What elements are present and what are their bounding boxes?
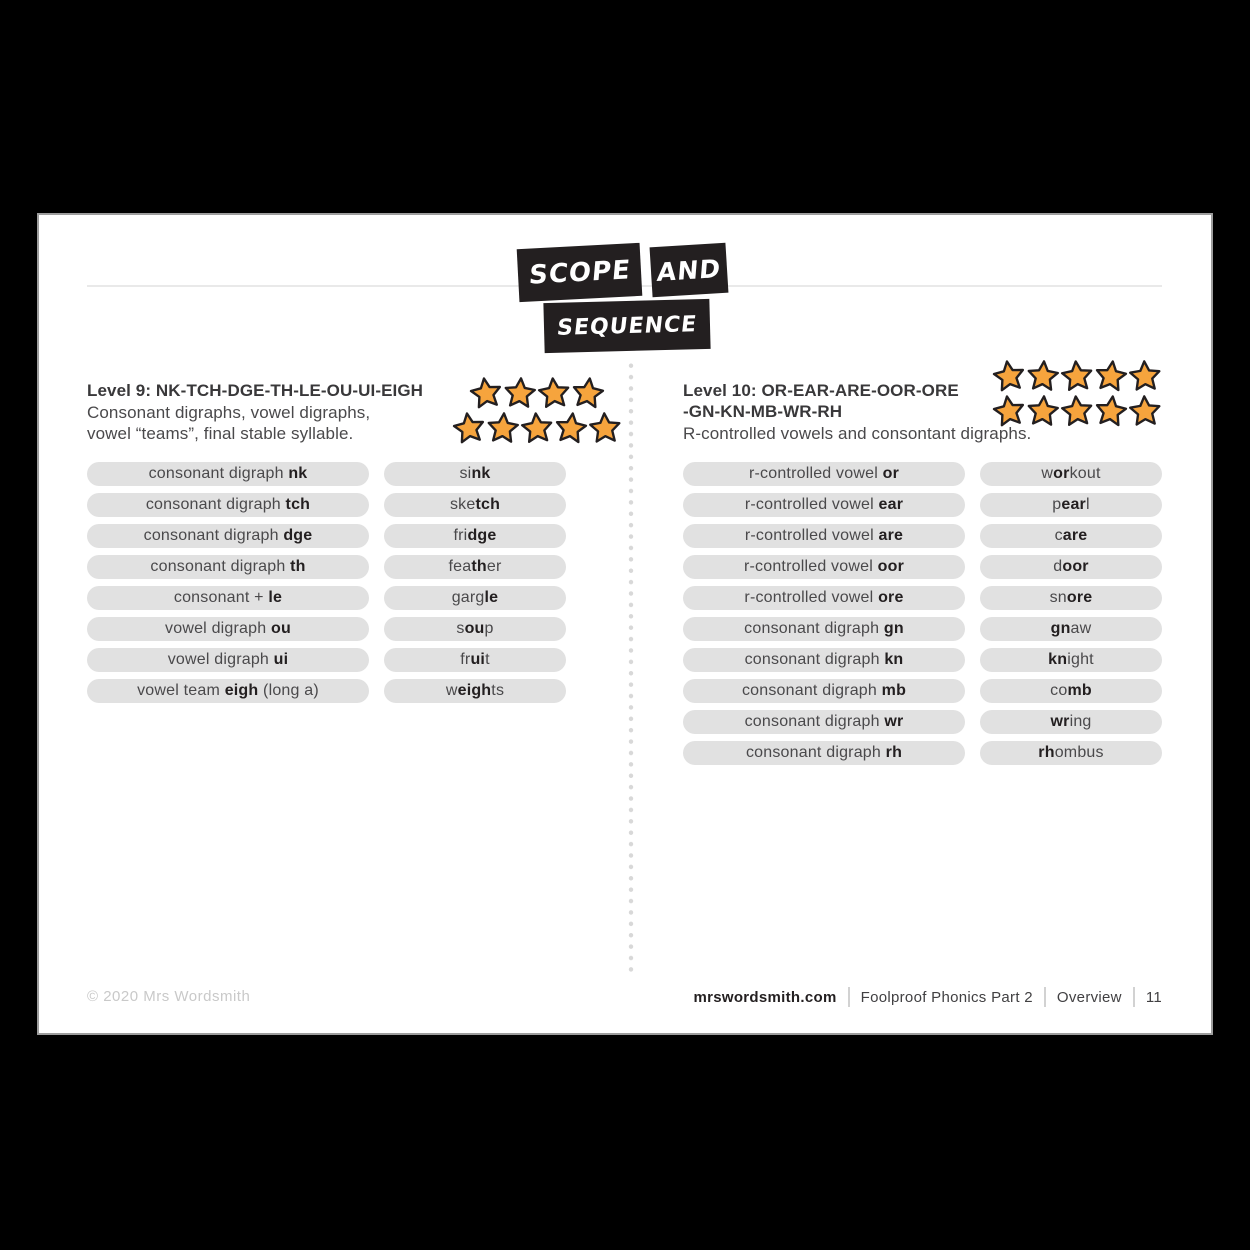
- star-icon: [485, 410, 521, 446]
- star-row: [451, 411, 623, 445]
- pill-row: [683, 586, 1165, 610]
- word-pill: rh ombus: [980, 741, 1162, 765]
- rule-pill: consonant digraph tch: [87, 493, 369, 517]
- word-pill: w eigh ts: [384, 679, 566, 703]
- dotted-divider: [628, 360, 634, 974]
- star-icon: [569, 374, 607, 412]
- sequence-badge-label: SEQUENCE: [555, 311, 699, 341]
- pill-row: [87, 524, 597, 548]
- rule-pill: consonant digraph gn: [683, 617, 965, 641]
- level-title: Level 9: NK-TCH-DGE-TH-LE-OU-UI-EIGH: [87, 381, 424, 400]
- word-pill: co mb: [980, 679, 1162, 703]
- word-pill: p ear l: [980, 493, 1162, 517]
- star-icon: [587, 410, 623, 446]
- star-row: [991, 359, 1163, 393]
- word-pill: garg le: [384, 586, 566, 610]
- word-pill: s ou p: [384, 617, 566, 641]
- copyright-text: © 2020 Mrs Wordsmith: [87, 988, 251, 1005]
- pill-row: [683, 555, 1165, 579]
- pill-row: [87, 493, 597, 517]
- word-pill: c are: [980, 524, 1162, 548]
- footer-separator: [1133, 987, 1135, 1007]
- star-icon: [1092, 392, 1130, 430]
- pill-row: [683, 648, 1165, 672]
- footer-section: Overview: [1056, 988, 1122, 1006]
- pill-row: [87, 555, 597, 579]
- pill-row: [87, 586, 597, 610]
- pill-row: [683, 493, 1165, 517]
- rule-pill: r-controlled vowel ore: [683, 586, 965, 610]
- word-pill: si nk: [384, 462, 566, 486]
- word-pill: fri dge: [384, 524, 566, 548]
- rule-pill: consonant digraph rh: [683, 741, 965, 765]
- pill-grid: [87, 462, 597, 703]
- pill-row: [683, 679, 1165, 703]
- footer-book-title: Foolproof Phonics Part 2: [860, 988, 1033, 1006]
- scope-badge-label: SCOPE: [527, 254, 632, 291]
- rule-pill: r-controlled vowel or: [683, 462, 965, 486]
- level-description: Consonant digraphs, vowel digraphs, vowel “teams”, final stable syllable.: [87, 403, 371, 443]
- level-stars: [991, 359, 1163, 429]
- and-badge: [650, 243, 729, 298]
- scope-badge: [517, 243, 643, 302]
- star-icon: [1059, 393, 1096, 430]
- footer-page-number: 11: [1145, 988, 1162, 1006]
- pill-row: [683, 524, 1165, 548]
- rule-pill: consonant digraph th: [87, 555, 369, 579]
- star-row: [991, 394, 1163, 428]
- rule-pill: vowel team eigh (long a): [87, 679, 369, 703]
- star-icon: [1127, 358, 1163, 394]
- level-title: Level 10: OR-EAR-ARE-OOR-ORE -GN-KN-MB-WR-RH: [683, 381, 959, 421]
- level-stars: [451, 376, 623, 446]
- footer-separator: [848, 987, 850, 1007]
- word-pill: fea th er: [384, 555, 566, 579]
- star-icon: [1025, 358, 1061, 394]
- star-icon: [1092, 357, 1130, 395]
- pill-row: [87, 617, 597, 641]
- word-pill: fr ui t: [384, 648, 566, 672]
- sequence-badge: [543, 299, 710, 353]
- word-pill: d oor: [980, 555, 1162, 579]
- star-icon: [1127, 393, 1163, 429]
- star-icon: [990, 392, 1028, 430]
- star-icon: [536, 375, 573, 412]
- word-pill: sn ore: [980, 586, 1162, 610]
- word-pill: ske tch: [384, 493, 566, 517]
- pill-row: [87, 648, 597, 672]
- footer-website: mrswordsmith.com: [693, 988, 837, 1006]
- star-icon: [467, 374, 505, 412]
- rule-pill: r-controlled vowel are: [683, 524, 965, 548]
- pill-row: [87, 679, 597, 703]
- star-icon: [519, 410, 556, 447]
- rule-pill: consonant + le: [87, 586, 369, 610]
- level-9-section: [87, 375, 597, 710]
- word-pill: w or kout: [980, 462, 1162, 486]
- pill-row: [683, 741, 1165, 765]
- footer-info: [693, 987, 1162, 1007]
- pill-row: [683, 710, 1165, 734]
- rule-pill: consonant digraph kn: [683, 648, 965, 672]
- star-icon: [1025, 393, 1061, 429]
- pill-row: [683, 462, 1165, 486]
- rule-pill: vowel digraph ou: [87, 617, 369, 641]
- rule-pill: consonant digraph mb: [683, 679, 965, 703]
- star-icon: [1059, 358, 1096, 395]
- star-icon: [990, 357, 1028, 395]
- and-badge-label: AND: [655, 253, 723, 287]
- star-icon: [552, 409, 590, 447]
- pill-grid: [683, 462, 1165, 765]
- level-10-section: [683, 375, 1165, 772]
- word-pill: wr ing: [980, 710, 1162, 734]
- footer-separator: [1044, 987, 1046, 1007]
- pill-row: [683, 617, 1165, 641]
- level-description: R-controlled vowels and consontant digraphs.: [683, 424, 1032, 443]
- star-icon: [450, 409, 488, 447]
- star-row: [451, 376, 623, 410]
- rule-pill: r-controlled vowel oor: [683, 555, 965, 579]
- rule-pill: r-controlled vowel ear: [683, 493, 965, 517]
- book-page: [37, 213, 1213, 1035]
- rule-pill: consonant digraph wr: [683, 710, 965, 734]
- rule-pill: consonant digraph nk: [87, 462, 369, 486]
- pill-row: [87, 462, 597, 486]
- word-pill: gn aw: [980, 617, 1162, 641]
- rule-pill: consonant digraph dge: [87, 524, 369, 548]
- word-pill: kn ight: [980, 648, 1162, 672]
- star-icon: [502, 375, 538, 411]
- rule-pill: vowel digraph ui: [87, 648, 369, 672]
